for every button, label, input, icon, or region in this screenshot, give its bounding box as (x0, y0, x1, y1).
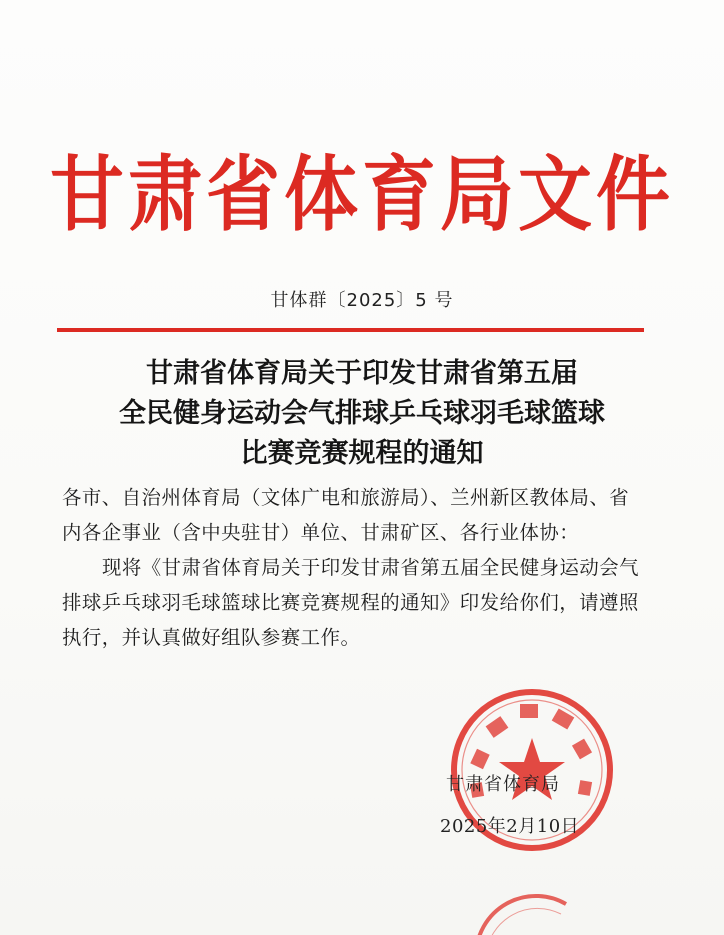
red-divider-line (57, 328, 644, 332)
notice-body (62, 480, 644, 655)
issue-date: 2025年2月10日 (440, 816, 580, 837)
partial-seal-icon (456, 884, 586, 935)
issuer-signature: 甘肃省体育局 (446, 774, 560, 795)
body-paragraph: 现将《甘肃省体育局关于印发甘肃省第五届全民健身运动会气排球乒乓球羽毛球篮球比赛竞赛规程的通知》印发给你们，请遵照执行，并认真做好组队参赛工作。 (62, 556, 640, 649)
notice-title-line-1: 甘肃省体育局关于印发甘肃省第五届 (146, 358, 578, 389)
notice-title-line-3: 比赛竞赛规程的通知 (240, 438, 484, 469)
notice-title (0, 354, 724, 474)
notice-title-line-2: 全民健身运动会气排球乒乓球羽毛球篮球 (119, 398, 605, 429)
addressee-paragraph: 各市、自治州体育局（文体广电和旅游局）、兰州新区教体局、省内各企事业（含中央驻甘）单位、甘肃矿区、各行业体协： (62, 486, 630, 544)
document-header-title: 甘肃省体育局文件 (50, 147, 674, 243)
document-number: 甘体群〔2025〕5 号 (270, 290, 454, 311)
